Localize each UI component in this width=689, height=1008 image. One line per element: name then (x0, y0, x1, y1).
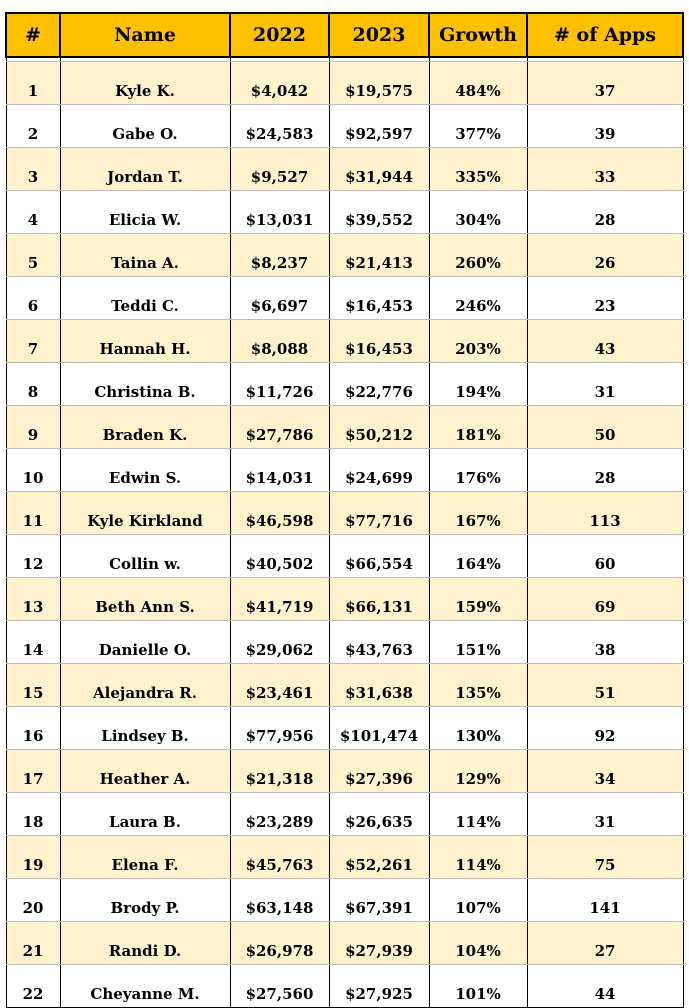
header-row (6, 13, 683, 57)
cell-apps: 50 (527, 406, 683, 449)
table-row (6, 62, 683, 105)
cell-apps: 26 (527, 234, 683, 277)
cell-name: Elena F. (60, 836, 230, 879)
table-row (6, 836, 683, 879)
cell-name: Jordan T. (60, 148, 230, 191)
cell-2023: $66,131 (329, 578, 429, 621)
cell-2023: $43,763 (329, 621, 429, 664)
cell-2022: $14,031 (230, 449, 329, 492)
cell-rank: 16 (6, 707, 60, 750)
cell-rank: 7 (6, 320, 60, 363)
cell-2022: $23,461 (230, 664, 329, 707)
cell-2023: $27,939 (329, 922, 429, 965)
cell-2023: $31,638 (329, 664, 429, 707)
cell-2022: $45,763 (230, 836, 329, 879)
cell-name: Collin w. (60, 535, 230, 578)
cell-apps: 113 (527, 492, 683, 535)
cell-2022: $13,031 (230, 191, 329, 234)
cell-apps: 37 (527, 62, 683, 105)
cell-apps: 31 (527, 793, 683, 836)
table-row (6, 621, 683, 664)
cell-name: Beth Ann S. (60, 578, 230, 621)
table-row (6, 277, 683, 320)
cell-rank: 1 (6, 62, 60, 105)
table-row (6, 965, 683, 1008)
table-row (6, 793, 683, 836)
cell-rank: 18 (6, 793, 60, 836)
cell-2023: $22,776 (329, 363, 429, 406)
cell-name: Brody P. (60, 879, 230, 922)
table-row (6, 922, 683, 965)
table-row (6, 492, 683, 535)
cell-rank: 9 (6, 406, 60, 449)
table-row (6, 191, 683, 234)
growth-table (5, 12, 684, 1008)
cell-2023: $27,925 (329, 965, 429, 1008)
cell-growth: 176% (429, 449, 527, 492)
cell-rank: 5 (6, 234, 60, 277)
cell-2023: $39,552 (329, 191, 429, 234)
cell-growth: 159% (429, 578, 527, 621)
cell-apps: 69 (527, 578, 683, 621)
cell-apps: 28 (527, 191, 683, 234)
table-row (6, 707, 683, 750)
table-row (6, 535, 683, 578)
header-2022: 2022 (230, 13, 329, 57)
cell-apps: 92 (527, 707, 683, 750)
table-row (6, 750, 683, 793)
cell-growth: 194% (429, 363, 527, 406)
cell-rank: 3 (6, 148, 60, 191)
table-row (6, 449, 683, 492)
header-apps: # of Apps (527, 13, 683, 57)
cell-rank: 13 (6, 578, 60, 621)
cell-2022: $63,148 (230, 879, 329, 922)
table-row (6, 879, 683, 922)
cell-2022: $11,726 (230, 363, 329, 406)
cell-apps: 51 (527, 664, 683, 707)
cell-2022: $24,583 (230, 105, 329, 148)
cell-growth: 114% (429, 793, 527, 836)
cell-2022: $77,956 (230, 707, 329, 750)
cell-rank: 6 (6, 277, 60, 320)
cell-apps: 60 (527, 535, 683, 578)
cell-name: Gabe O. (60, 105, 230, 148)
cell-name: Christina B. (60, 363, 230, 406)
cell-rank: 17 (6, 750, 60, 793)
cell-2022: $27,560 (230, 965, 329, 1008)
cell-name: Kyle Kirkland (60, 492, 230, 535)
cell-2023: $52,261 (329, 836, 429, 879)
cell-apps: 141 (527, 879, 683, 922)
cell-name: Kyle K. (60, 62, 230, 105)
cell-growth: 129% (429, 750, 527, 793)
cell-name: Randi D. (60, 922, 230, 965)
table-row (6, 148, 683, 191)
cell-growth: 130% (429, 707, 527, 750)
cell-2023: $19,575 (329, 62, 429, 105)
table-row (6, 363, 683, 406)
cell-growth: 107% (429, 879, 527, 922)
cell-2022: $8,237 (230, 234, 329, 277)
cell-rank: 8 (6, 363, 60, 406)
cell-2023: $77,716 (329, 492, 429, 535)
cell-rank: 20 (6, 879, 60, 922)
cell-2022: $9,527 (230, 148, 329, 191)
cell-2022: $29,062 (230, 621, 329, 664)
header-2023: 2023 (329, 13, 429, 57)
header-growth: Growth (429, 13, 527, 57)
cell-name: Heather A. (60, 750, 230, 793)
cell-2022: $27,786 (230, 406, 329, 449)
table-body (6, 57, 683, 1008)
cell-apps: 39 (527, 105, 683, 148)
cell-apps: 38 (527, 621, 683, 664)
cell-rank: 14 (6, 621, 60, 664)
cell-2023: $27,396 (329, 750, 429, 793)
table-row (6, 406, 683, 449)
cell-rank: 22 (6, 965, 60, 1008)
table-row (6, 578, 683, 621)
cell-name: Lindsey B. (60, 707, 230, 750)
cell-apps: 34 (527, 750, 683, 793)
cell-rank: 10 (6, 449, 60, 492)
cell-rank: 12 (6, 535, 60, 578)
cell-rank: 2 (6, 105, 60, 148)
cell-apps: 28 (527, 449, 683, 492)
cell-apps: 75 (527, 836, 683, 879)
cell-name: Edwin S. (60, 449, 230, 492)
cell-growth: 484% (429, 62, 527, 105)
cell-growth: 260% (429, 234, 527, 277)
cell-2023: $50,212 (329, 406, 429, 449)
cell-2023: $66,554 (329, 535, 429, 578)
cell-name: Danielle O. (60, 621, 230, 664)
cell-growth: 246% (429, 277, 527, 320)
cell-apps: 44 (527, 965, 683, 1008)
cell-growth: 164% (429, 535, 527, 578)
cell-rank: 15 (6, 664, 60, 707)
cell-name: Laura B. (60, 793, 230, 836)
cell-2022: $4,042 (230, 62, 329, 105)
cell-growth: 377% (429, 105, 527, 148)
cell-growth: 114% (429, 836, 527, 879)
growth-table-container (5, 12, 682, 1008)
cell-2023: $31,944 (329, 148, 429, 191)
table-row (6, 320, 683, 363)
cell-2023: $101,474 (329, 707, 429, 750)
cell-name: Elicia W. (60, 191, 230, 234)
cell-2023: $16,453 (329, 320, 429, 363)
cell-2023: $26,635 (329, 793, 429, 836)
cell-apps: 43 (527, 320, 683, 363)
table-row (6, 664, 683, 707)
cell-2023: $24,699 (329, 449, 429, 492)
cell-name: Teddi C. (60, 277, 230, 320)
cell-rank: 21 (6, 922, 60, 965)
cell-growth: 167% (429, 492, 527, 535)
cell-growth: 203% (429, 320, 527, 363)
cell-growth: 304% (429, 191, 527, 234)
cell-name: Alejandra R. (60, 664, 230, 707)
cell-name: Cheyanne M. (60, 965, 230, 1008)
cell-name: Braden K. (60, 406, 230, 449)
header-rank: # (6, 13, 60, 57)
cell-2022: $26,978 (230, 922, 329, 965)
cell-growth: 151% (429, 621, 527, 664)
cell-2022: $23,289 (230, 793, 329, 836)
cell-2022: $46,598 (230, 492, 329, 535)
cell-2023: $67,391 (329, 879, 429, 922)
cell-growth: 101% (429, 965, 527, 1008)
cell-apps: 23 (527, 277, 683, 320)
cell-growth: 335% (429, 148, 527, 191)
cell-2022: $40,502 (230, 535, 329, 578)
cell-rank: 4 (6, 191, 60, 234)
cell-apps: 27 (527, 922, 683, 965)
cell-apps: 31 (527, 363, 683, 406)
cell-2023: $16,453 (329, 277, 429, 320)
cell-2022: $6,697 (230, 277, 329, 320)
cell-name: Hannah H. (60, 320, 230, 363)
cell-growth: 104% (429, 922, 527, 965)
table-row (6, 234, 683, 277)
cell-2023: $92,597 (329, 105, 429, 148)
cell-apps: 33 (527, 148, 683, 191)
cell-2023: $21,413 (329, 234, 429, 277)
cell-2022: $8,088 (230, 320, 329, 363)
table-row (6, 105, 683, 148)
cell-rank: 11 (6, 492, 60, 535)
cell-rank: 19 (6, 836, 60, 879)
cell-2022: $21,318 (230, 750, 329, 793)
header-name: Name (60, 13, 230, 57)
cell-growth: 135% (429, 664, 527, 707)
cell-2022: $41,719 (230, 578, 329, 621)
cell-growth: 181% (429, 406, 527, 449)
cell-name: Taina A. (60, 234, 230, 277)
